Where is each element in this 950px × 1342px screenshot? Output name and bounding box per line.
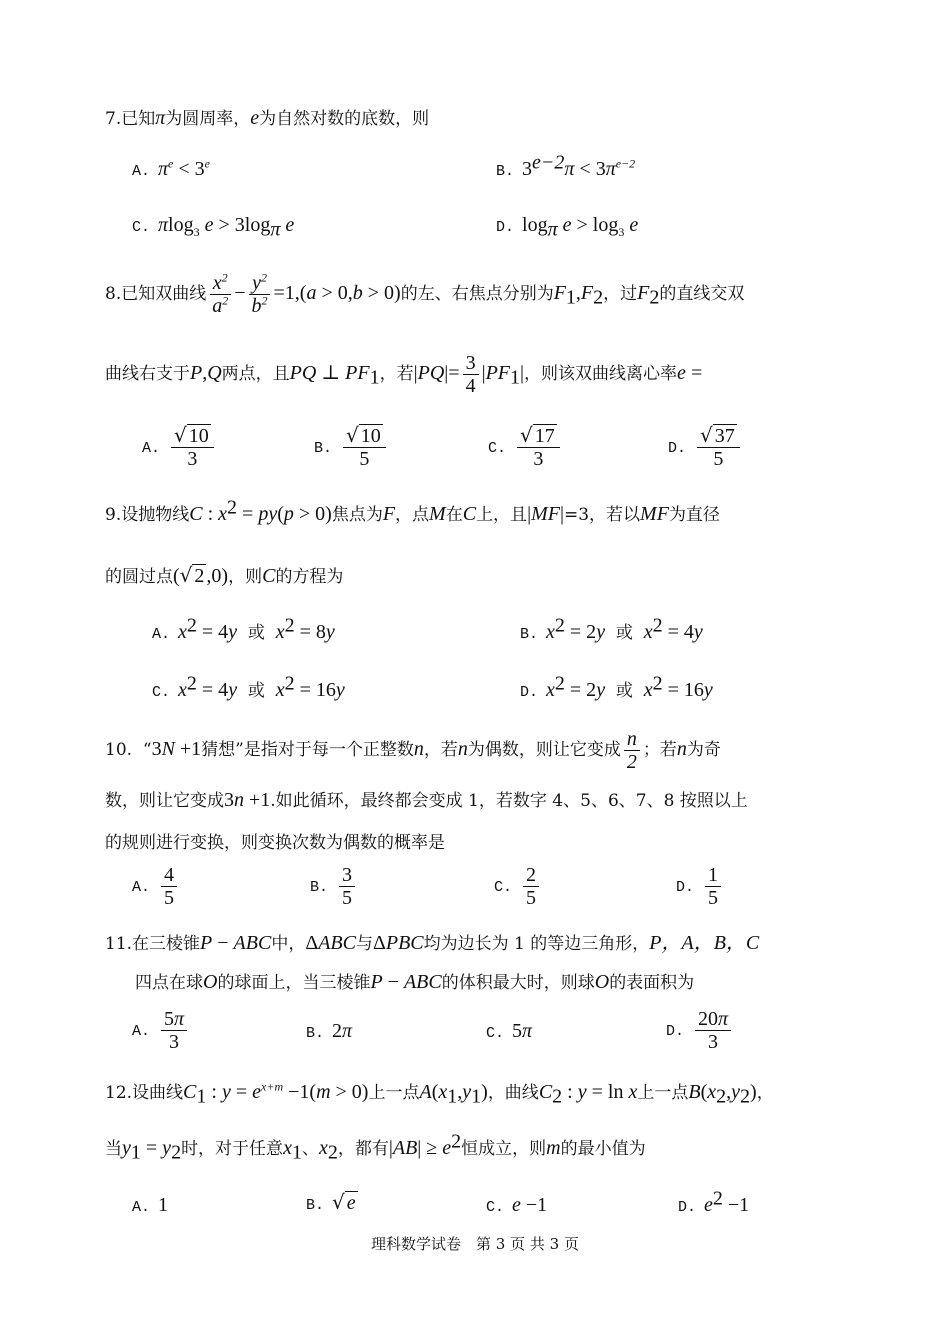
q11-option-a[interactable]: A. $\frac{5\pi}{3}$ <box>132 1008 190 1053</box>
question-11-stem-line2: 四点在球O的球面上，当三棱锥P − ABC的体积最大时，则球O的表面积为 <box>135 971 695 993</box>
page-footer: 理科数学试卷 第 3 页 共 3 页 <box>371 1235 579 1253</box>
q8-option-d[interactable]: D. $\frac{√ 37}{5}$ <box>668 424 743 470</box>
q7-option-b[interactable]: B. $3^{e-2}\pi < 3\pi^{e-2}$ <box>496 151 636 180</box>
q11-option-b[interactable]: B. 2π <box>306 1020 353 1042</box>
q9-option-c[interactable]: C. $x^2 = 4y$ 或 $x^2 = 16y$ <box>152 672 345 701</box>
q11-option-d[interactable]: D. $\frac{20\pi}{3}$ <box>666 1008 734 1053</box>
q7-option-c[interactable]: C. πlog$_3$ $e > 3\log_\pi$ e <box>132 214 295 241</box>
question-9-stem-line1: 9.设抛物线C : $x^2 = py(p > 0)$焦点为F，点M在C上，且|MF|=3，若以MF为直径 <box>105 496 720 525</box>
q8-option-a[interactable]: A. $\frac{√ 10}{3}$ <box>142 424 217 470</box>
q10-option-c[interactable]: C. $\frac{2}{5}$ <box>494 864 542 909</box>
question-10-stem-line2: 数，则让它变成3n +1.如此循环，最终都会变成 1，若数字 4、5、6、7、8 按照以上 <box>105 789 748 811</box>
q8-option-c[interactable]: C. $\frac{√ 17}{3}$ <box>488 424 563 470</box>
fraction-y2-b2: $\frac{y^2}{b^2}$ <box>249 272 271 317</box>
q9-option-d[interactable]: D. $x^2 = 2y$ 或 $x^2 = 16y$ <box>520 672 713 701</box>
question-9-stem-line2: 的圆过点(√ 2 ,0)，则C的方程为 <box>105 563 344 587</box>
question-11-stem-line1: 11.在三棱锥P − ABC中，ΔABC与ΔPBC均为边长为 1 的等边三角形，P，A，B，C <box>105 932 760 954</box>
question-10-stem-line3: 的规则进行变换，则变换次数为偶数的概率是 <box>105 833 445 853</box>
question-10-stem-line1: 10. “3N +1猜想”是指对于每一个正整数n，若n为偶数，则让它变成 $\frac{n}{2}$ ；若n为奇 <box>105 728 721 773</box>
question-8-stem-line1: 8.已知双曲线 $\frac{x^2}{a^2}$ − $\frac{y^2}{b^2}$ =1,(a > 0,b > 0)的左、右焦点分别为$F_1,F_2$，过$F_2$的直线交双 <box>105 270 745 317</box>
question-12-stem-line1: 12.设曲线$C_1$ : $y = e^{x+m} -1(m > 0)$上一点$A(x_1,y_1)$，曲线$C_2$ : y = ln x上一点$B(x_2,y_2)$， <box>105 1079 774 1108</box>
q7-option-a[interactable]: A. $\pi^e < 3^e$ <box>132 156 210 180</box>
q11-option-c[interactable]: C. 5π <box>486 1020 533 1042</box>
q10-option-b[interactable]: B. $\frac{3}{5}$ <box>310 864 358 909</box>
q12-option-d[interactable]: D. $e^2 -1$ <box>678 1187 750 1216</box>
fraction-x2-a2: $\frac{x^2}{a^2}$ <box>209 272 231 317</box>
q12-option-b[interactable]: B. √ e <box>306 1190 356 1214</box>
fraction-3-4: $\frac{3}{4}$ <box>463 352 479 397</box>
question-7-stem: 7.已知π为圆周率，e为自然对数的底数，则 <box>105 107 430 129</box>
fraction-n-2: $\frac{n}{2}$ <box>624 728 640 773</box>
question-12-stem-line2: 当$y_1 = y_2$时，对于任意$x_1$、$x_2$，都有$|AB| \ge e^2$恒成立，则m的最小值为 <box>105 1130 646 1164</box>
q10-option-a[interactable]: A. $\frac{4}{5}$ <box>132 864 180 909</box>
q7-option-d[interactable]: D. $\log_\pi e > \log_3 e$ <box>496 214 639 241</box>
q10-option-d[interactable]: D. $\frac{1}{5}$ <box>676 864 724 909</box>
q12-option-c[interactable]: C. e −1 <box>486 1194 548 1216</box>
q9-option-a[interactable]: A. $x^2 = 4y$ 或 $x^2 = 8y$ <box>152 614 335 643</box>
q8-option-b[interactable]: B. $\frac{√ 10}{5}$ <box>314 424 389 470</box>
question-8-stem-line2: 曲线右支于P,Q两点，且PQ ⊥ $PF_1$，若|PQ|= $\frac{3}{4}$ $|PF_1|$，则该双曲线离心率e = <box>105 352 703 397</box>
q9-option-b[interactable]: B. $x^2 = 2y$ 或 $x^2 = 4y$ <box>520 614 703 643</box>
q12-option-a[interactable]: A. 1 <box>132 1194 169 1216</box>
